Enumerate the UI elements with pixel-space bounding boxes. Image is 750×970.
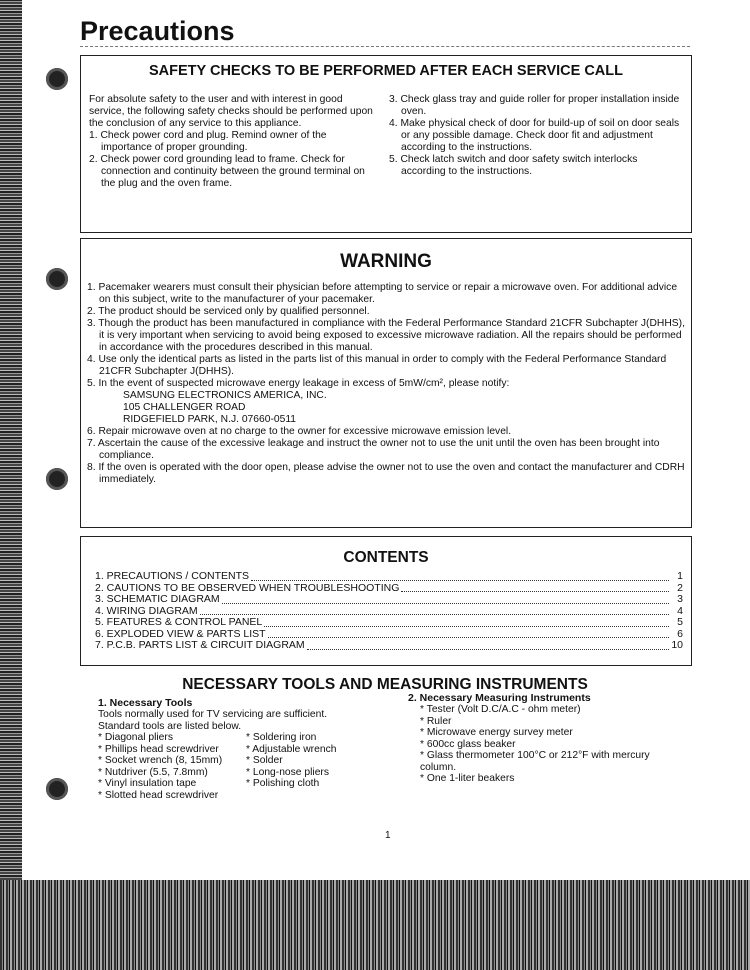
- warning-item: 5. In the event of suspected microwave energy leakage in excess of 5mW/cm², please notify:: [87, 378, 510, 389]
- warning-item: 3. Though the product has been manufactured in compliance with the Federal Performance Standard 21CFR Subchapter J(DHHS), it is very important when servicing to avoid being exposed to excessive microwave radiation. All the repairs should be performed in accordance with the procedures described in this manual.: [87, 318, 685, 353]
- punch-hole: [46, 778, 68, 800]
- address-line: RIDGEFIELD PARK, N.J. 07660-0511: [123, 414, 297, 425]
- contents-entry-label: 4. WIRING DIAGRAM: [95, 604, 198, 617]
- instrument-item: * Glass thermometer 100°C or 212°F with mercury column.: [420, 750, 650, 773]
- contents-entry-page: 2: [677, 581, 683, 594]
- contents-heading: CONTENTS: [343, 549, 429, 566]
- tool-item: * Solder: [246, 755, 283, 766]
- title-rule: [80, 46, 690, 47]
- contents-box: [80, 536, 692, 666]
- address-line: SAMSUNG ELECTRONICS AMERICA, INC.: [123, 390, 327, 401]
- contents-entry-page: 5: [677, 616, 683, 628]
- tools-intro: Standard tools are listed below.: [98, 720, 242, 732]
- punch-hole: [46, 68, 68, 90]
- tool-item: * Socket wrench (8, 15mm): [98, 755, 223, 766]
- scan-binding-edge: [0, 0, 22, 970]
- scan-bottom-noise: [0, 880, 750, 970]
- safety-item: 5. Check latch switch and door safety switch interlocks according to the instructions.: [389, 154, 638, 177]
- warning-item: 2. The product should be serviced only by qualified personnel.: [87, 306, 370, 317]
- measuring-instruments: [408, 692, 688, 785]
- safety-intro: For absolute safety to the user and with interest in good service, the following safety checks should be performed upon the conclusion of any service to this appliance.: [89, 94, 373, 129]
- warning-item: 8. If the oven is operated with the door open, please advise the owner not to use the oven and contact the manufacturer and CDRH immediately.: [87, 462, 685, 485]
- necessary-tools: [98, 697, 388, 801]
- instruments-heading: 2. Necessary Measuring Instruments: [408, 692, 591, 704]
- contents-entry[interactable]: [95, 617, 683, 629]
- tools-heading: NECESSARY TOOLS AND MEASURING INSTRUMENTS: [182, 676, 588, 693]
- safety-item: 3. Check glass tray and guide roller for proper installation inside oven.: [389, 94, 680, 117]
- safety-item: 4. Make physical check of door for build-up of soil on door seals or any possible damage. Check door fit and adjustment according to the instructions.: [389, 118, 680, 153]
- contents-entry-label: 3. SCHEMATIC DIAGRAM: [95, 593, 220, 605]
- instrument-item: * 600cc glass beaker: [420, 738, 516, 750]
- contents-entry-page: 4: [677, 604, 683, 617]
- address-line: 105 CHALLENGER ROAD: [123, 402, 246, 413]
- contents-entry[interactable]: [95, 571, 683, 583]
- necessary-tools-heading: 1. Necessary Tools: [98, 697, 193, 709]
- contents-entry-page: 1: [677, 570, 683, 582]
- warning-box: [80, 238, 692, 528]
- contents-entry-label: 6. EXPLODED VIEW & PARTS LIST: [95, 627, 266, 640]
- tool-item: * Polishing cloth: [246, 778, 320, 789]
- instrument-item: * Tester (Volt D.C/A.C - ohm meter): [420, 704, 581, 715]
- contents-entry[interactable]: [95, 640, 683, 652]
- safety-checks-box: [80, 55, 692, 233]
- safety-item: 1. Check power cord and plug. Remind owner of the importance of proper grounding.: [89, 130, 327, 153]
- contents-entry-page: 6: [677, 627, 683, 640]
- punch-hole: [46, 468, 68, 490]
- warning-heading: WARNING: [340, 251, 432, 272]
- warning-item: 4. Use only the identical parts as listed in the parts list of this manual in order to comply with the Federal Performance Standard 21CFR Subchapter J(DHHS).: [87, 354, 667, 377]
- contents-entry-label: 2. CAUTIONS TO BE OBSERVED WHEN TROUBLESHOOTING: [95, 581, 400, 594]
- tool-item: * Phillips head screwdriver: [98, 743, 219, 755]
- contents-entry-label: 1. PRECAUTIONS / CONTENTS: [95, 570, 250, 582]
- warning-item: 6. Repair microwave oven at no charge to the owner for excessive microwave emission level.: [87, 426, 512, 437]
- contents-entry-label: 7. P.C.B. PARTS LIST & CIRCUIT DIAGRAM: [95, 639, 305, 651]
- tool-item: * Long-nose pliers: [246, 766, 329, 778]
- contents-entry[interactable]: [95, 594, 683, 606]
- warning-item: 7. Ascertain the cause of the excessive leakage and instruct the owner not to use the unit until the oven has been brought into compliance.: [87, 438, 660, 461]
- tool-item: * Diagonal pliers: [98, 732, 173, 743]
- instrument-item: * Microwave energy survey meter: [420, 727, 573, 738]
- tool-item: * Nutdriver (5.5, 7.8mm): [98, 766, 208, 778]
- tools-intro: Tools normally used for TV servicing are sufficient.: [98, 709, 328, 720]
- instrument-item: * Ruler: [420, 715, 452, 727]
- safety-item: 2. Check power cord grounding lead to frame. Check for connection and continuity between the ground terminal on the plug and the oven frame.: [89, 154, 365, 189]
- punch-hole: [46, 268, 68, 290]
- tool-item: * Slotted head screwdriver: [98, 789, 219, 801]
- tool-item: * Adjustable wrench: [246, 743, 337, 755]
- page-number: 1: [385, 830, 391, 841]
- safety-checks-heading: SAFETY CHECKS TO BE PERFORMED AFTER EACH SERVICE CALL: [149, 63, 623, 79]
- tool-item: * Soldering iron: [246, 732, 317, 743]
- contents-entry-label: 5. FEATURES & CONTROL PANEL: [95, 616, 263, 628]
- contents-entry-page: 10: [671, 639, 683, 651]
- tool-item: * Vinyl insulation tape: [98, 778, 197, 789]
- contents-entry-page: 3: [677, 593, 683, 605]
- instrument-item: * One 1-liter beakers: [420, 773, 515, 784]
- page-title: Precautions: [80, 16, 235, 46]
- tool-item: [246, 790, 388, 802]
- warning-item: 1. Pacemaker wearers must consult their physician before attempting to service or repair a microwave oven. For additional advice on this subject, write to the manufacturer of your pacemaker.: [87, 282, 678, 305]
